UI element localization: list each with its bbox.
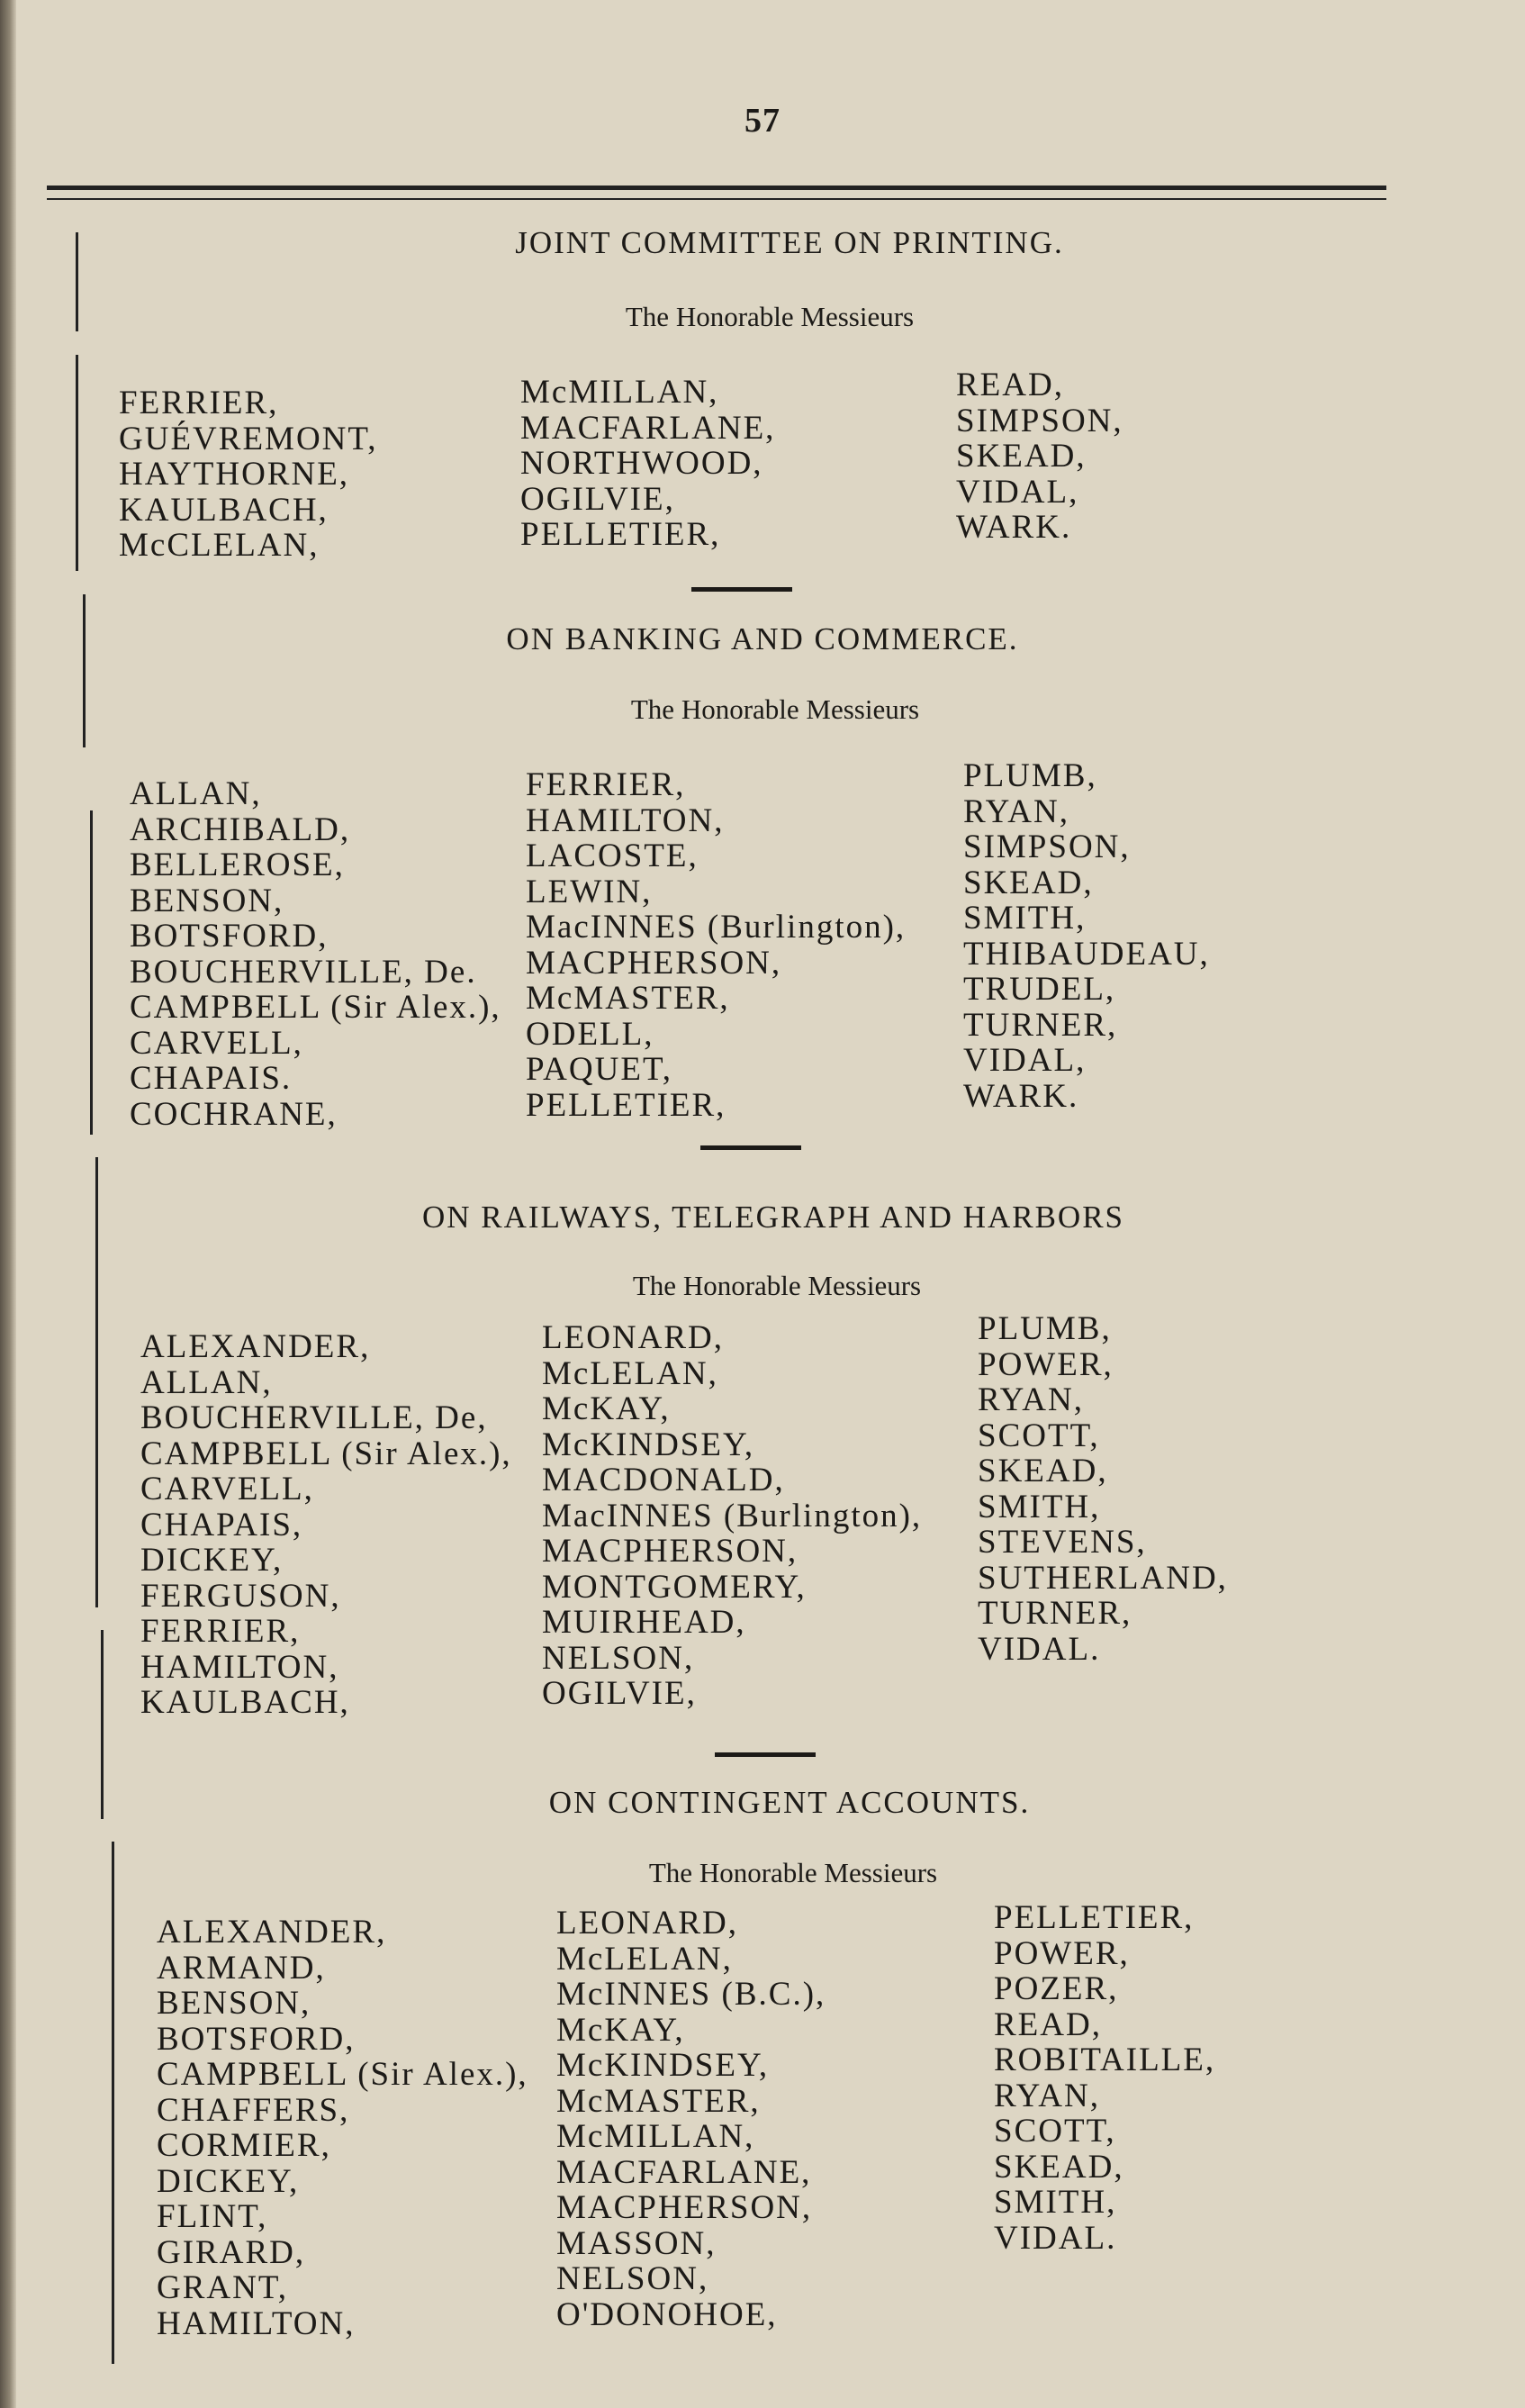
section-subtitle: The Honorable Messieurs: [625, 301, 915, 332]
member-name: OGILVIE,: [520, 480, 675, 518]
member-name: McKINDSEY,: [556, 2047, 770, 2084]
member-column-3: [978, 1311, 1228, 1667]
section-subtitle: The Honorable Messieurs: [632, 1270, 922, 1301]
member-name: FERGUSON,: [140, 1577, 341, 1615]
member-name: BOTSFORD,: [157, 2020, 356, 2058]
section-subtitle: The Honorable Messieurs: [630, 693, 920, 725]
member-name: MacINNES (Burlington),: [542, 1497, 923, 1534]
member-name: NELSON,: [542, 1639, 695, 1677]
section-divider: [700, 1145, 801, 1150]
member-name: RYAN,: [978, 1381, 1084, 1418]
member-name: McCLELAN,: [119, 527, 320, 564]
member-name: SMITH,: [963, 900, 1087, 937]
member-name: SIMPSON,: [956, 402, 1123, 439]
member-name: ARMAND,: [157, 1949, 326, 1987]
member-name: COCHRANE,: [130, 1095, 338, 1133]
member-name: SKEAD,: [978, 1453, 1108, 1489]
member-name: TURNER,: [963, 1006, 1118, 1044]
member-column-3: [956, 367, 1123, 546]
member-column-3: [963, 758, 1210, 1114]
member-name: MACDONALD,: [542, 1462, 785, 1498]
member-name: GUÉVREMONT,: [119, 420, 378, 457]
member-name: PLUMB,: [963, 757, 1097, 794]
member-name: BELLEROSE,: [130, 846, 345, 883]
member-name: O'DONOHOE,: [556, 2295, 778, 2333]
section-divider: [715, 1752, 816, 1757]
member-name: VIDAL,: [963, 1042, 1087, 1079]
member-name: ROBITAILLE,: [994, 2041, 1216, 2078]
member-column-1: [119, 385, 378, 564]
member-name: FLINT,: [157, 2198, 268, 2235]
member-name: THIBAUDEAU,: [963, 935, 1210, 973]
member-name: READ,: [994, 2005, 1102, 2043]
member-name: RYAN,: [963, 792, 1069, 830]
member-name: FERRIER,: [119, 385, 279, 421]
member-name: STEVENS,: [978, 1524, 1147, 1561]
member-name: McINNES (B.C.),: [556, 1976, 826, 2013]
member-name: SCOTT,: [978, 1417, 1100, 1454]
member-column-1: [130, 776, 501, 1132]
member-name: HAMILTON,: [157, 2304, 356, 2342]
member-name: LACOSTE,: [526, 837, 699, 874]
margin-line: [112, 1842, 114, 2364]
member-name: LEWIN,: [526, 873, 653, 910]
member-name: MACPHERSON,: [526, 944, 782, 982]
member-name: MACPHERSON,: [556, 2189, 813, 2226]
member-name: SIMPSON,: [963, 828, 1131, 865]
header-rule-thin: [47, 198, 1386, 200]
member-name: VIDAL.: [978, 1630, 1101, 1668]
member-column-2: [542, 1320, 922, 1712]
page-number: 57: [744, 102, 781, 140]
member-name: McLELAN,: [542, 1354, 718, 1392]
member-name: NELSON,: [556, 2260, 709, 2297]
section-title: ON RAILWAYS, TELEGRAPH AND HARBORS: [421, 1199, 1125, 1235]
member-name: CHAFFERS,: [157, 2091, 350, 2129]
member-name: CARVELL,: [130, 1024, 303, 1062]
member-name: PELLETIER,: [526, 1086, 726, 1124]
member-name: CAMPBELL (Sir Alex.),: [130, 989, 501, 1026]
member-column-1: [140, 1329, 512, 1721]
member-column-2: [520, 375, 775, 553]
member-name: CAMPBELL (Sir Alex.),: [157, 2056, 528, 2093]
member-name: PLUMB,: [978, 1310, 1112, 1347]
member-name: MacINNES (Burlington),: [526, 909, 907, 946]
member-name: BOUCHERVILLE, De.: [130, 953, 477, 991]
member-name: McMILLAN,: [556, 2118, 755, 2155]
member-name: McKINDSEY,: [542, 1426, 755, 1463]
member-name: CARVELL,: [140, 1471, 314, 1507]
member-name: VIDAL,: [956, 473, 1079, 511]
member-name: McKAY,: [542, 1390, 671, 1427]
section-title: JOINT COMMITTEE ON PRINTING.: [515, 225, 1064, 260]
section-title: ON CONTINGENT ACCOUNTS.: [548, 1785, 1031, 1820]
member-name: SKEAD,: [963, 864, 1094, 901]
member-name: NORTHWOOD,: [520, 445, 763, 482]
member-column-1: [157, 1915, 528, 2341]
member-name: WARK.: [963, 1077, 1079, 1115]
member-name: PELLETIER,: [520, 516, 721, 553]
member-name: ALEXANDER,: [157, 1914, 387, 1951]
member-name: BOUCHERVILLE, De,: [140, 1399, 488, 1436]
member-name: SKEAD,: [956, 438, 1087, 475]
section-subtitle: The Honorable Messieurs: [648, 1857, 938, 1888]
member-column-2: [556, 1906, 826, 2332]
member-name: LEONARD,: [542, 1319, 725, 1356]
member-name: MONTGOMERY,: [542, 1568, 807, 1606]
member-name: ODELL,: [526, 1015, 654, 1053]
member-name: POWER,: [978, 1345, 1114, 1383]
member-name: MASSON,: [556, 2224, 717, 2262]
member-name: MACFARLANE,: [520, 409, 776, 447]
member-name: GRANT,: [157, 2269, 288, 2306]
section-title: ON BANKING AND COMMERCE.: [506, 621, 1019, 656]
member-name: PELLETIER,: [994, 1899, 1195, 1936]
member-name: PAQUET,: [526, 1051, 673, 1088]
member-name: McLELAN,: [556, 1940, 733, 1978]
member-name: MUIRHEAD,: [542, 1604, 746, 1641]
member-name: HAYTHORNE,: [119, 456, 350, 493]
member-name: CHAPAIS,: [140, 1506, 303, 1543]
member-name: CHAPAIS.: [130, 1060, 293, 1097]
margin-line: [90, 810, 93, 1135]
member-name: BENSON,: [130, 882, 284, 919]
member-name: McMILLAN,: [520, 374, 719, 411]
member-name: FERRIER,: [526, 766, 686, 803]
member-name: FERRIER,: [140, 1613, 301, 1650]
member-column-2: [526, 767, 906, 1123]
member-name: DICKEY,: [140, 1542, 284, 1579]
header-rule-thick: [47, 186, 1386, 190]
member-name: WARK.: [956, 509, 1072, 546]
member-name: ALEXANDER,: [140, 1328, 371, 1365]
member-name: McKAY,: [556, 2011, 685, 2049]
member-name: BOTSFORD,: [130, 918, 329, 955]
member-name: ARCHIBALD,: [130, 810, 351, 848]
member-name: ALLAN,: [130, 775, 262, 812]
member-name: SMITH,: [978, 1488, 1101, 1525]
member-name: OGILVIE,: [542, 1675, 697, 1712]
member-name: CORMIER,: [157, 2127, 331, 2164]
member-name: POZER,: [994, 1970, 1119, 2007]
member-name: HAMILTON,: [526, 801, 725, 839]
member-name: VIDAL.: [994, 2219, 1117, 2257]
member-name: SKEAD,: [994, 2148, 1124, 2186]
member-column-3: [994, 1900, 1215, 2256]
member-name: KAULBACH,: [140, 1684, 350, 1721]
member-name: KAULBACH,: [119, 491, 329, 529]
member-name: LEONARD,: [556, 1905, 739, 1942]
member-name: ALLAN,: [140, 1363, 273, 1401]
member-name: MACFARLANE,: [556, 2153, 812, 2191]
member-name: SUTHERLAND,: [978, 1559, 1228, 1597]
member-name: DICKEY,: [157, 2162, 300, 2200]
member-name: TRUDEL,: [963, 971, 1116, 1008]
member-name: HAMILTON,: [140, 1648, 339, 1686]
member-name: CAMPBELL (Sir Alex.),: [140, 1435, 512, 1472]
member-name: SCOTT,: [994, 2113, 1116, 2150]
member-name: McMASTER,: [556, 2082, 761, 2120]
member-name: RYAN,: [994, 2077, 1100, 2114]
member-name: SMITH,: [994, 2184, 1117, 2221]
member-name: McMASTER,: [526, 980, 730, 1017]
member-name: READ,: [956, 367, 1064, 403]
member-name: MACPHERSON,: [542, 1533, 799, 1570]
section-divider: [691, 587, 792, 592]
member-name: BENSON,: [157, 1985, 311, 2022]
member-name: POWER,: [994, 1934, 1130, 1972]
margin-line: [76, 355, 78, 571]
member-name: TURNER,: [978, 1595, 1132, 1632]
member-name: GIRARD,: [157, 2233, 306, 2271]
